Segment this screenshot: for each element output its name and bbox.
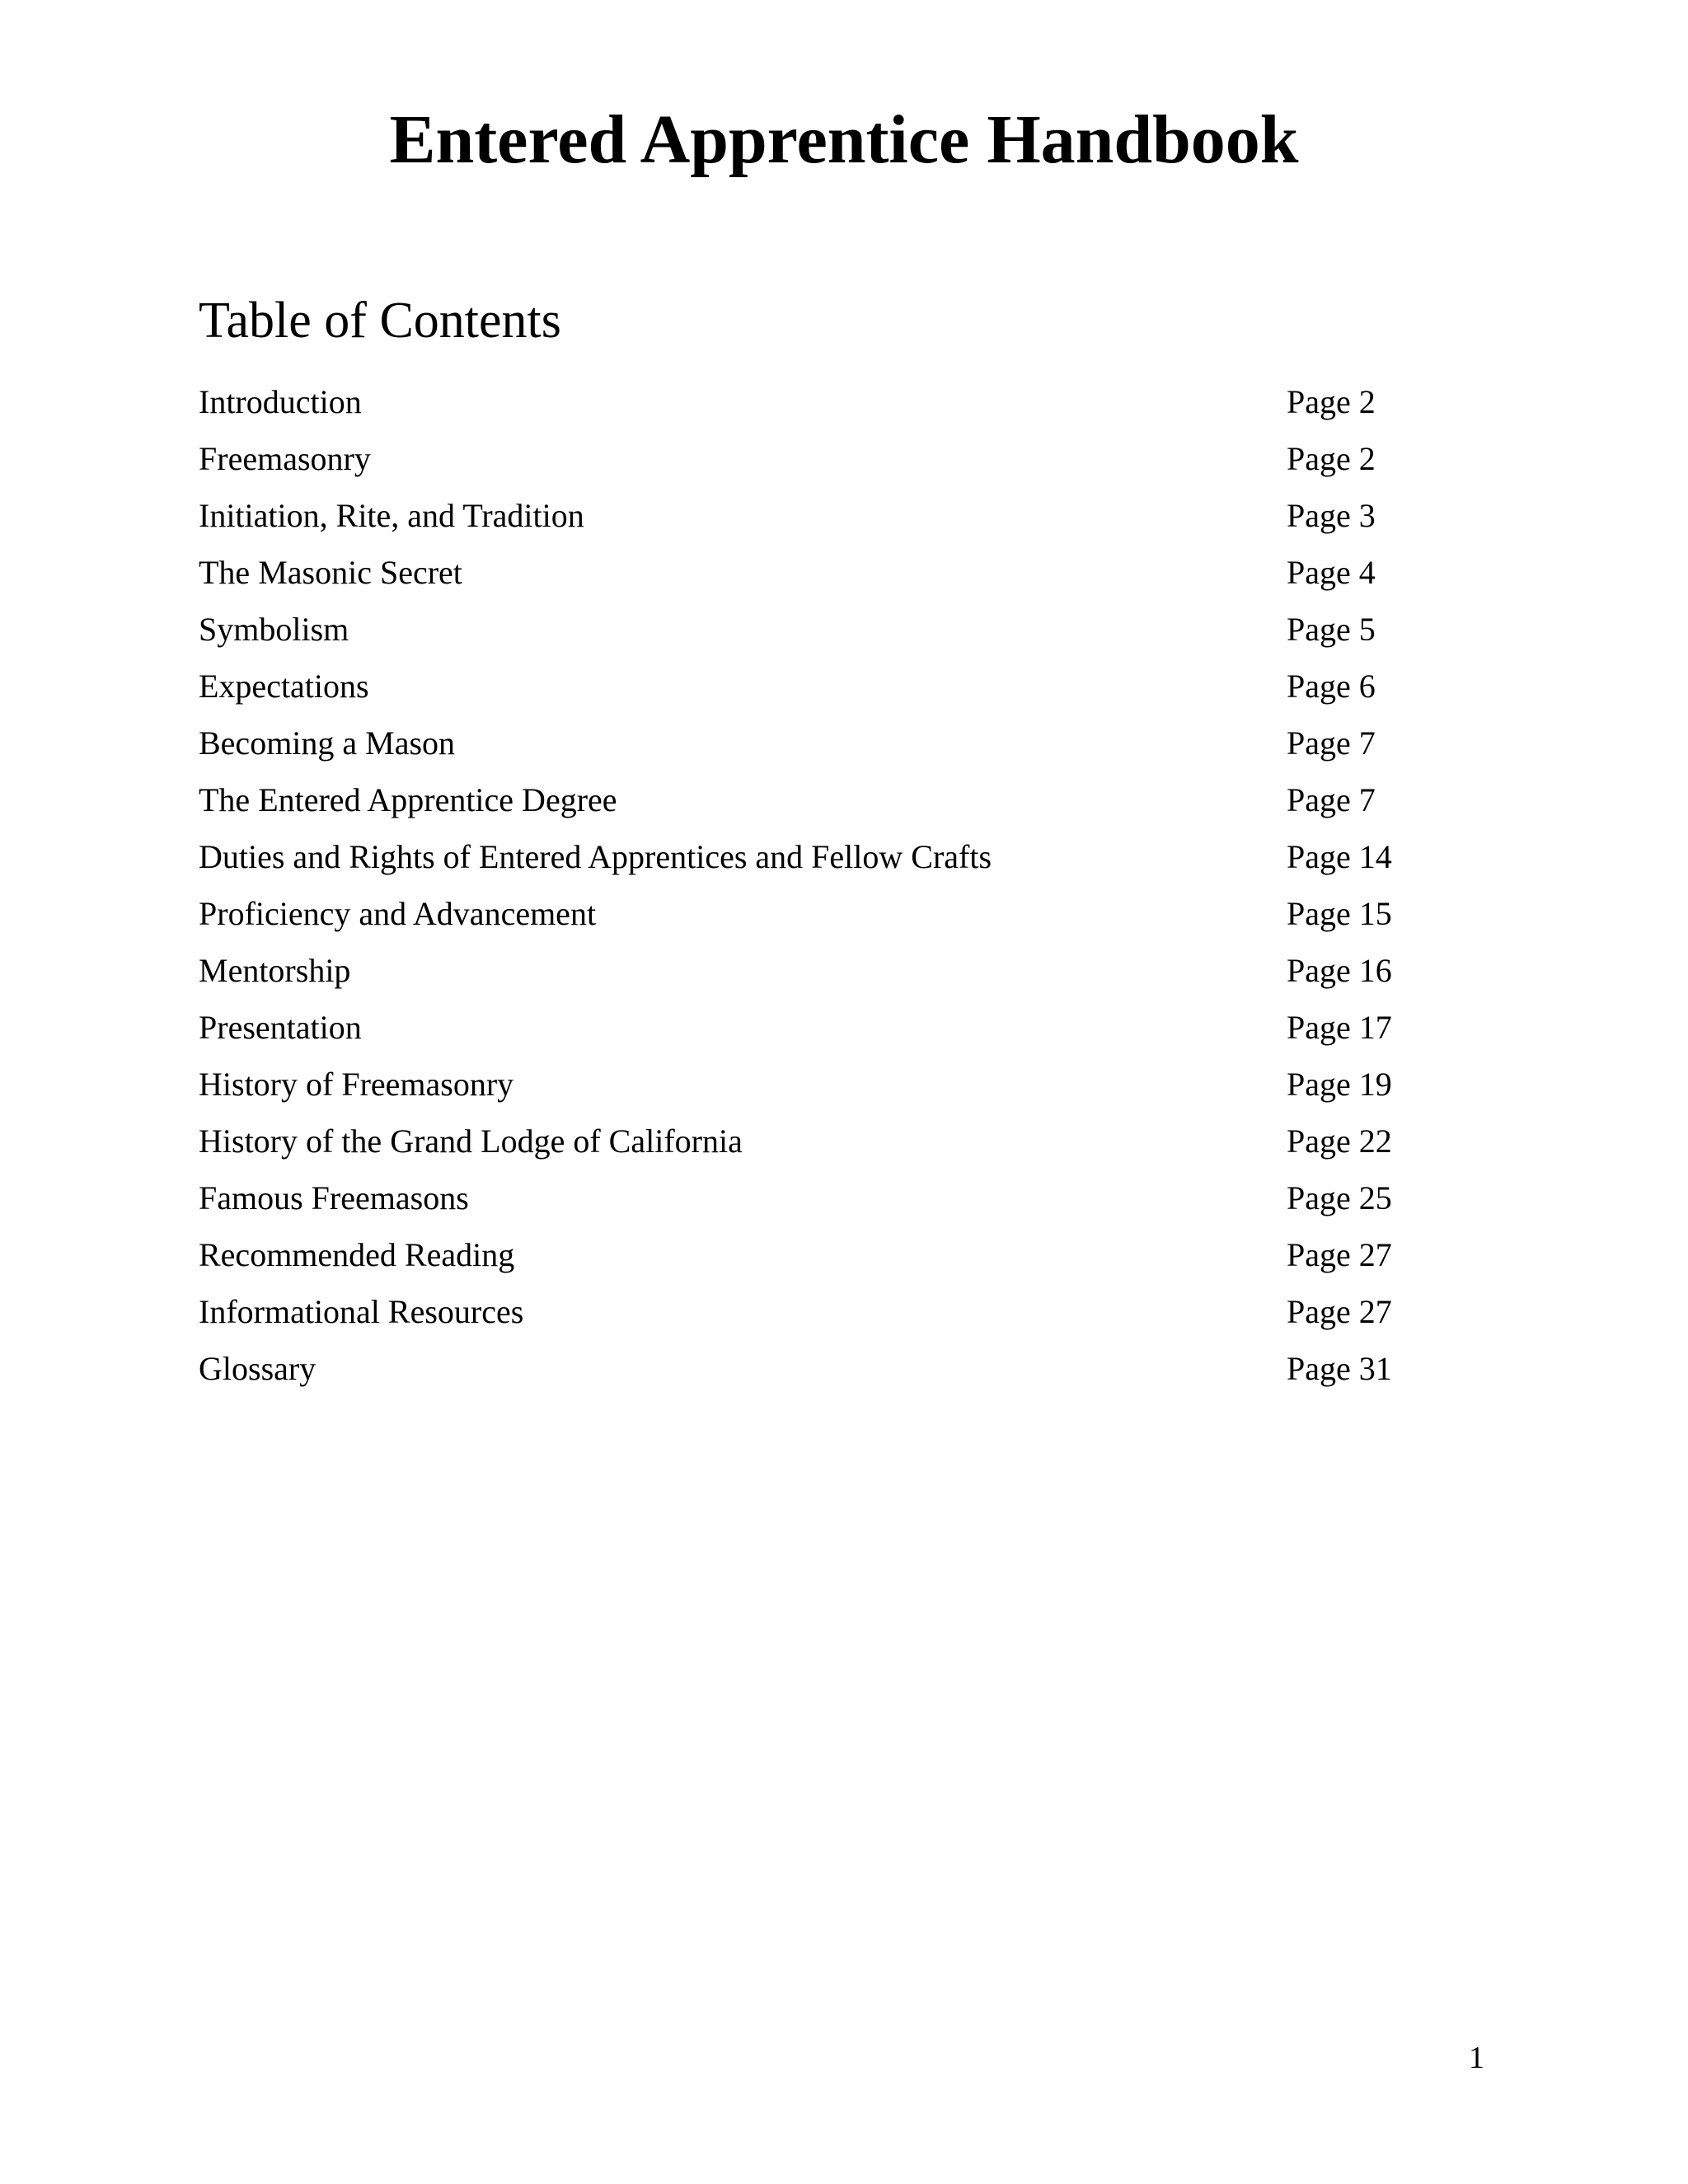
document-title: Entered Apprentice Handbook <box>389 101 1299 178</box>
toc-entry-page: Page 7 <box>1287 781 1376 818</box>
toc-entry-page: Page 6 <box>1287 668 1376 705</box>
toc-entry-page: Page 7 <box>1287 724 1376 762</box>
toc-entry-page: Page 17 <box>1287 1009 1392 1046</box>
toc-entry-page: Page 27 <box>1287 1293 1392 1330</box>
toc-entry-page: Page 15 <box>1287 895 1392 932</box>
toc-entry-title: The Masonic Secret <box>199 554 462 591</box>
toc-entry-title: Expectations <box>199 668 369 705</box>
toc-entry-title: Informational Resources <box>199 1293 524 1330</box>
toc-entry-page: Page 3 <box>1287 497 1376 534</box>
toc-entry <box>199 836 1435 893</box>
toc-entry-title: Glossary <box>199 1350 316 1387</box>
toc-entry-page: Page 4 <box>1287 554 1376 591</box>
toc-entry-page: Page 25 <box>1287 1179 1392 1216</box>
toc-entry-title: Proficiency and Advancement <box>199 895 597 932</box>
toc-entry-title: The Entered Apprentice Degree <box>199 781 617 818</box>
toc-entry <box>199 949 1435 1006</box>
toc-entry <box>199 1063 1435 1120</box>
toc-entry-page: Page 5 <box>1287 611 1376 648</box>
toc-entry-page: Page 19 <box>1287 1066 1392 1103</box>
table-of-contents-list <box>199 381 1435 1404</box>
toc-entry-title: Recommended Reading <box>199 1236 515 1273</box>
page-number: 1 <box>1469 2041 1484 2075</box>
toc-entry-page: Page 16 <box>1287 952 1392 989</box>
toc-entry-title: Introduction <box>199 383 362 420</box>
toc-entry-page: Page 27 <box>1287 1236 1392 1273</box>
toc-entry-page: Page 14 <box>1287 838 1392 875</box>
toc-entry-page: Page 31 <box>1287 1350 1392 1387</box>
toc-entry-title: History of the Grand Lodge of California <box>199 1122 743 1160</box>
toc-entry-page: Page 2 <box>1287 440 1376 477</box>
toc-entry <box>199 1291 1435 1347</box>
toc-entry <box>199 438 1435 494</box>
toc-entry-title: Freemasonry <box>199 440 371 477</box>
toc-entry-page: Page 22 <box>1287 1122 1392 1160</box>
table-of-contents-heading: Table of Contents <box>199 293 561 349</box>
toc-entry-title: Presentation <box>199 1009 362 1046</box>
toc-entry-title: Initiation, Rite, and Tradition <box>199 497 584 534</box>
toc-entry <box>199 722 1435 779</box>
toc-entry <box>199 1120 1435 1177</box>
toc-entry-title: Duties and Rights of Entered Apprentices and Fellow Crafts <box>199 838 992 875</box>
toc-entry <box>199 608 1435 665</box>
toc-entry <box>199 893 1435 949</box>
toc-entry <box>199 1347 1435 1404</box>
toc-entry <box>199 1234 1435 1291</box>
toc-entry-title: Mentorship <box>199 952 351 989</box>
toc-entry <box>199 1006 1435 1063</box>
toc-entry-title: Becoming a Mason <box>199 724 456 762</box>
toc-entry <box>199 665 1435 722</box>
toc-entry <box>199 1177 1435 1234</box>
toc-entry <box>199 494 1435 551</box>
toc-entry-title: Famous Freemasons <box>199 1179 469 1216</box>
toc-entry-title: History of Freemasonry <box>199 1066 514 1103</box>
toc-entry <box>199 779 1435 836</box>
toc-entry <box>199 381 1435 438</box>
toc-entry-page: Page 2 <box>1287 383 1376 420</box>
toc-entry-title: Symbolism <box>199 611 349 648</box>
toc-entry <box>199 551 1435 608</box>
